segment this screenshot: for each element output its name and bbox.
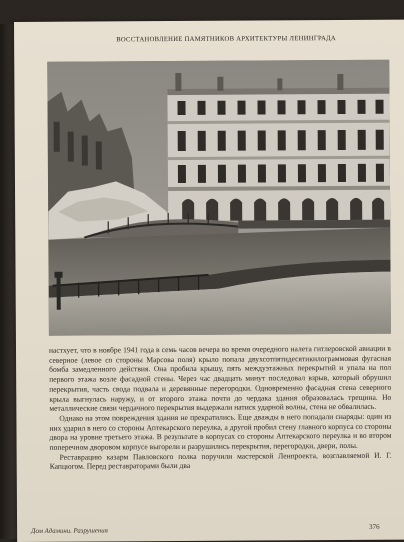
photo-building-damage <box>47 60 391 336</box>
page-number: 376 <box>369 522 380 531</box>
running-header: ВОССТАНОВЛЕНИЕ ПАМЯТНИКОВ АРХИТЕКТУРЫ ЛЕНИНГРАДА <box>116 35 337 44</box>
paragraph-2: Однако на этом повреждения здания не прекратились. Еще дважды в него попадали снаряды: один из них ударил в него со стороны Аптекарского переулка, а другой пробил стену главного корпуса со стороны двора на уровне третьего этажа. В результате в корпусах со стороны Аптекарского переулка и во втором поперечном дворовом корпусе выгорели и разрушились перекрытия, перегородки, двери, полы. <box>49 411 392 452</box>
book-page <box>14 20 404 542</box>
body-text <box>49 344 392 472</box>
paragraph-3: Реставрацию казарм Павловского полка поручили мастерской Ленпроекта, возглавляемой И. Г. Капцюгом. Перед реставраторами были два <box>49 450 392 472</box>
photo-caption: Дом Адамини. Разрушения <box>31 527 108 535</box>
paragraph-1: настхует, что в ноябре 1941 года в семь часов вечера во время очередного налета гитлеровской авиации в северное (левое со стороны Марсова поля) крыло попала двухсотпятидесятикилограммовая фугасная бомба замедленного действия. Она пробила крышу, пять междуэтажных перекрытий и упала на пол первого этажа возле фасадной стены. Через час двадцать минут последовал взрыв, который обрушил перекрытия, часть свода подвала и деревянные перегородки. Одновременно фасадная стена северного крыла выгнулась наружу, и от второго этажа почти до чердака здания образовалась трещина. Но металлические связи чердачного перекрытия выдержали натиск ударной волны, стена не обвалилась. <box>48 343 392 414</box>
